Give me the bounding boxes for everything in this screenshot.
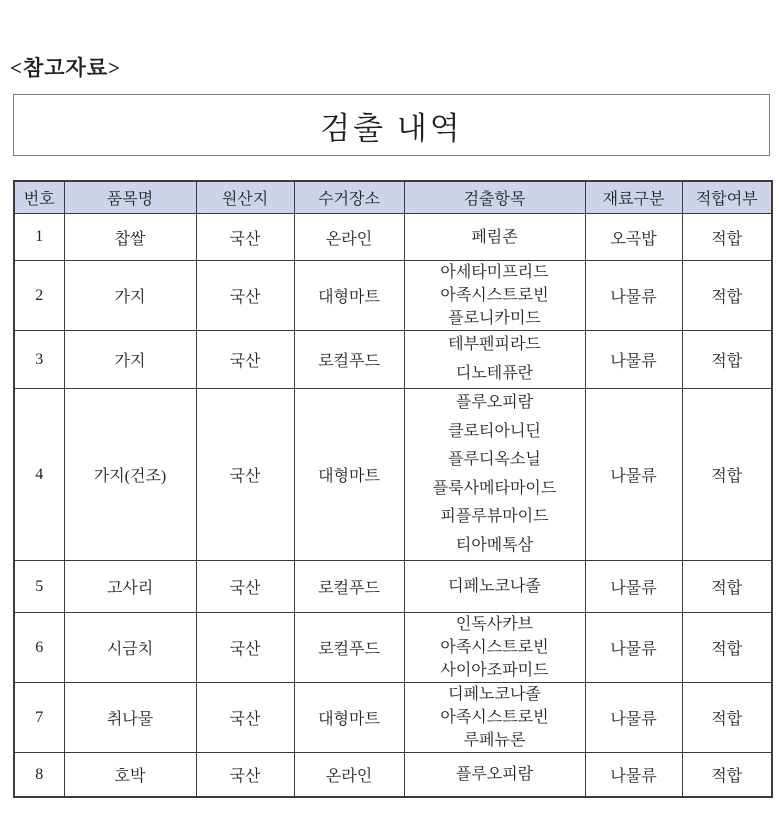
cell-item: 시금치: [64, 613, 196, 683]
detected-item: 디노테퓨란: [455, 364, 534, 382]
cell-category: 나물류: [585, 331, 682, 389]
cell-origin: 국산: [196, 613, 294, 683]
col-header-no: 번호: [14, 181, 64, 214]
cell-detected: [404, 389, 585, 561]
detected-item: 클로티아니딘: [448, 422, 541, 440]
cell-origin: 국산: [196, 683, 294, 753]
cell-detected: [404, 613, 585, 683]
detected-item: 루페뉴론: [463, 732, 526, 749]
detected-item: 플루오피람: [455, 394, 534, 411]
cell-item: 찹쌀: [64, 214, 196, 261]
cell-item: 취나물: [64, 683, 196, 753]
col-header-category: 재료구분: [585, 181, 682, 214]
detected-item: 플로니카미드: [448, 310, 541, 327]
detected-item: 아족시스트로빈: [440, 287, 549, 304]
cell-no: 2: [14, 261, 64, 331]
cell-no: 6: [14, 613, 64, 683]
cell-place: 로컬푸드: [294, 561, 404, 613]
cell-result: 적합: [682, 683, 772, 753]
detected-item: 플루오피람: [455, 766, 534, 783]
cell-place: 로컬푸드: [294, 613, 404, 683]
cell-result: 적합: [682, 613, 772, 683]
cell-item: 고사리: [64, 561, 196, 613]
cell-item: 가지: [64, 261, 196, 331]
cell-no: 8: [14, 753, 64, 798]
table-row: [14, 261, 772, 331]
cell-origin: 국산: [196, 389, 294, 561]
cell-place: 대형마트: [294, 683, 404, 753]
cell-result: 적합: [682, 214, 772, 261]
table-row: [14, 331, 772, 389]
detected-item: 티아메톡삼: [455, 536, 534, 554]
cell-result: 적합: [682, 753, 772, 798]
table-header-row: [14, 181, 772, 214]
cell-item: 호박: [64, 753, 196, 798]
col-header-item: 품목명: [64, 181, 196, 214]
detected-item: 아족시스트로빈: [440, 639, 549, 656]
col-header-detected: 검출항목: [404, 181, 585, 214]
cell-origin: 국산: [196, 561, 294, 613]
cell-detected: [404, 753, 585, 798]
detected-item: 디페노코나졸: [448, 578, 541, 595]
cell-result: 적합: [682, 261, 772, 331]
cell-no: 1: [14, 214, 64, 261]
cell-category: 오곡밥: [585, 214, 682, 261]
cell-detected: [404, 214, 585, 261]
cell-result: 적합: [682, 561, 772, 613]
cell-origin: 국산: [196, 214, 294, 261]
detected-item: 페림존: [471, 228, 518, 246]
col-header-result: 적합여부: [682, 181, 772, 214]
detected-item: 피플루뷰마이드: [440, 508, 549, 525]
detected-item: 플루디옥소닐: [448, 451, 541, 468]
cell-origin: 국산: [196, 261, 294, 331]
col-header-origin: 원산지: [196, 181, 294, 214]
cell-detected: [404, 331, 585, 389]
cell-place: 온라인: [294, 214, 404, 261]
table-row: [14, 753, 772, 798]
table-row: [14, 613, 772, 683]
reference-label: <참고자료>: [10, 56, 122, 80]
cell-place: 대형마트: [294, 261, 404, 331]
col-header-place: 수거장소: [294, 181, 404, 214]
detected-item: 플룩사메타마이드: [432, 479, 557, 497]
detected-item: 아세타미프리드: [440, 264, 549, 281]
cell-result: 적합: [682, 331, 772, 389]
cell-item: 가지: [64, 331, 196, 389]
cell-item: 가지(건조): [64, 389, 196, 561]
cell-detected: [404, 683, 585, 753]
cell-category: 나물류: [585, 261, 682, 331]
detected-item: 디페노코나졸: [448, 686, 541, 703]
table-row: [14, 683, 772, 753]
cell-category: 나물류: [585, 683, 682, 753]
document-title: 검출 내역: [320, 110, 463, 146]
cell-no: 3: [14, 331, 64, 389]
cell-origin: 국산: [196, 753, 294, 798]
detection-table: [13, 180, 773, 798]
cell-no: 7: [14, 683, 64, 753]
detected-item: 테부펜피라드: [448, 336, 541, 353]
cell-category: 나물류: [585, 389, 682, 561]
cell-category: 나물류: [585, 753, 682, 798]
cell-detected: [404, 561, 585, 613]
detected-item: 사이아조파미드: [440, 662, 549, 679]
table-row: [14, 389, 772, 561]
cell-no: 4: [14, 389, 64, 561]
title-box: [13, 94, 770, 156]
table-row: [14, 214, 772, 261]
cell-no: 5: [14, 561, 64, 613]
detected-item: 아족시스트로빈: [440, 709, 549, 726]
cell-detected: [404, 261, 585, 331]
cell-result: 적합: [682, 389, 772, 561]
cell-origin: 국산: [196, 331, 294, 389]
detected-item: 인독사카브: [455, 616, 534, 633]
table-row: [14, 561, 772, 613]
cell-place: 온라인: [294, 753, 404, 798]
cell-category: 나물류: [585, 561, 682, 613]
cell-place: 대형마트: [294, 389, 404, 561]
cell-place: 로컬푸드: [294, 331, 404, 389]
cell-category: 나물류: [585, 613, 682, 683]
